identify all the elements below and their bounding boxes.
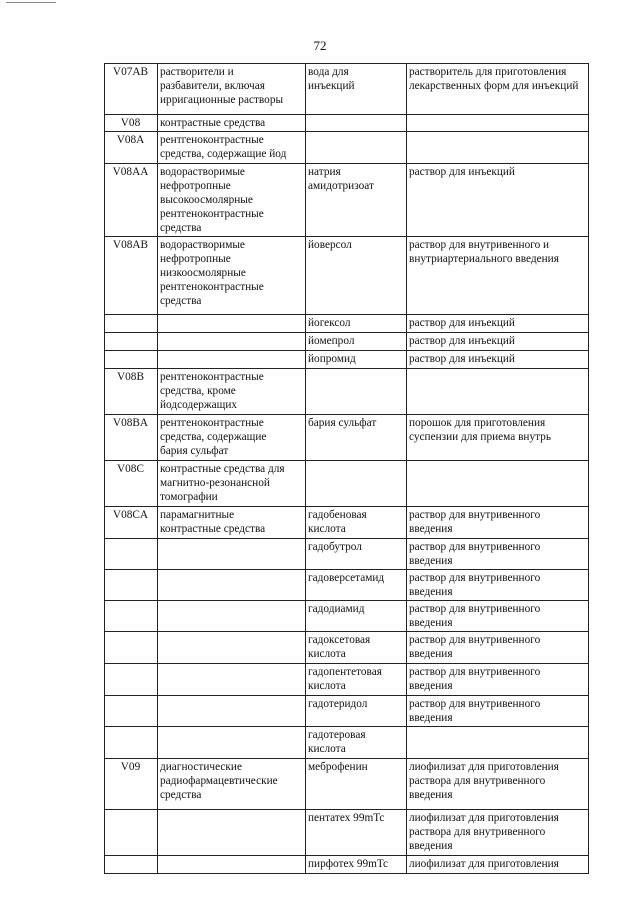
table-row bbox=[105, 369, 589, 415]
dosage-form-cell: растворитель для приготовления лекарственных форм для инъекций bbox=[407, 64, 589, 115]
substance-cell: йопромид bbox=[306, 351, 407, 369]
page-number: 72 bbox=[313, 38, 327, 53]
group-cell: рентгеноконтрастные средства, содержащие бария сульфат bbox=[158, 415, 306, 461]
substance-cell: гадобеновая кислота bbox=[306, 507, 407, 539]
substance-cell: гадоверсетамид bbox=[306, 570, 407, 601]
code-cell bbox=[105, 727, 158, 759]
table-row bbox=[105, 64, 589, 115]
table-row bbox=[105, 664, 589, 696]
group-cell: диагностические радиофармацевтические средства bbox=[158, 759, 306, 810]
code-cell bbox=[105, 810, 158, 856]
table-row bbox=[105, 810, 589, 856]
group-cell bbox=[158, 696, 306, 727]
group-cell bbox=[158, 601, 306, 632]
group-cell: контрастные средства bbox=[158, 115, 306, 132]
substance-cell: йоверсол bbox=[306, 237, 407, 315]
dosage-form-cell bbox=[407, 115, 589, 132]
substance-cell: вода для инъекций bbox=[306, 64, 407, 115]
code-cell bbox=[105, 632, 158, 664]
dosage-form-cell: раствор для инъекций bbox=[407, 164, 589, 237]
substance-cell bbox=[306, 369, 407, 415]
group-cell bbox=[158, 539, 306, 570]
code-cell: V08 bbox=[105, 115, 158, 132]
dosage-form-cell: раствор для внутривенного введения bbox=[407, 696, 589, 727]
code-cell bbox=[105, 570, 158, 601]
table-row bbox=[105, 632, 589, 664]
substance-cell: гадотеровая кислота bbox=[306, 727, 407, 759]
dosage-form-cell: раствор для инъекций bbox=[407, 333, 589, 351]
table-row bbox=[105, 539, 589, 570]
substance-cell: бария сульфат bbox=[306, 415, 407, 461]
table-row bbox=[105, 507, 589, 539]
group-cell bbox=[158, 727, 306, 759]
code-cell bbox=[105, 696, 158, 727]
group-cell: парамагнитные контрастные средства bbox=[158, 507, 306, 539]
code-cell: V09 bbox=[105, 759, 158, 810]
code-cell: V08CA bbox=[105, 507, 158, 539]
table-row bbox=[105, 315, 589, 333]
table-body bbox=[105, 64, 589, 874]
dosage-form-cell: лиофилизат для приготовления раствора для внутривенного введения bbox=[407, 759, 589, 810]
table-row bbox=[105, 856, 589, 874]
table-row bbox=[105, 351, 589, 369]
group-cell: контрастные средства для магнитно-резонансной томографии bbox=[158, 461, 306, 507]
substance-cell bbox=[306, 132, 407, 164]
dosage-form-cell: лиофилизат для приготовления bbox=[407, 856, 589, 874]
code-cell bbox=[105, 333, 158, 351]
code-cell bbox=[105, 539, 158, 570]
dosage-form-cell bbox=[407, 727, 589, 759]
table-row bbox=[105, 570, 589, 601]
code-cell bbox=[105, 601, 158, 632]
table-row bbox=[105, 461, 589, 507]
code-cell: V08B bbox=[105, 369, 158, 415]
substance-cell: гадопентетовая кислота bbox=[306, 664, 407, 696]
substance-cell: пентатех 99mTc bbox=[306, 810, 407, 856]
group-cell: рентгеноконтрастные средства, содержащие йод bbox=[158, 132, 306, 164]
code-cell bbox=[105, 664, 158, 696]
substance-cell: натрия амидотризоат bbox=[306, 164, 407, 237]
table-row bbox=[105, 601, 589, 632]
table-row bbox=[105, 727, 589, 759]
dosage-form-cell: порошок для приготовления суспензии для приема внутрь bbox=[407, 415, 589, 461]
group-cell bbox=[158, 856, 306, 874]
substance-cell: йогексол bbox=[306, 315, 407, 333]
code-cell: V08C bbox=[105, 461, 158, 507]
group-cell bbox=[158, 570, 306, 601]
substance-cell: меброфенин bbox=[306, 759, 407, 810]
dosage-form-cell bbox=[407, 369, 589, 415]
drug-classification-table bbox=[104, 63, 589, 874]
dosage-form-cell bbox=[407, 132, 589, 164]
table-row bbox=[105, 164, 589, 237]
group-cell bbox=[158, 664, 306, 696]
table-row bbox=[105, 333, 589, 351]
dosage-form-cell: раствор для внутривенного введения bbox=[407, 507, 589, 539]
group-cell bbox=[158, 810, 306, 856]
table-row bbox=[105, 415, 589, 461]
substance-cell: гадодиамид bbox=[306, 601, 407, 632]
group-cell: водорастворимые нефротропные высокоосмолярные рентгеноконтрастные средства bbox=[158, 164, 306, 237]
code-cell: V08AB bbox=[105, 237, 158, 315]
group-cell bbox=[158, 333, 306, 351]
group-cell bbox=[158, 632, 306, 664]
table-row bbox=[105, 759, 589, 810]
table-row bbox=[105, 696, 589, 727]
substance-cell: гадотеридол bbox=[306, 696, 407, 727]
dosage-form-cell bbox=[407, 461, 589, 507]
substance-cell bbox=[306, 461, 407, 507]
substance-cell: пирфотех 99mTc bbox=[306, 856, 407, 874]
group-cell bbox=[158, 351, 306, 369]
table-row bbox=[105, 115, 589, 132]
group-cell: водорастворимые нефротропные низкоосмолярные рентгеноконтрастные средства bbox=[158, 237, 306, 315]
code-cell bbox=[105, 315, 158, 333]
dosage-form-cell: раствор для внутривенного введения bbox=[407, 632, 589, 664]
group-cell: рентгеноконтрастные средства, кроме йодсодержащих bbox=[158, 369, 306, 415]
dosage-form-cell: раствор для инъекций bbox=[407, 351, 589, 369]
dosage-form-cell: раствор для внутривенного и внутриартериального введения bbox=[407, 237, 589, 315]
code-cell: V08BA bbox=[105, 415, 158, 461]
code-cell: V08A bbox=[105, 132, 158, 164]
code-cell bbox=[105, 351, 158, 369]
dosage-form-cell: раствор для внутривенного введения bbox=[407, 664, 589, 696]
dosage-form-cell: раствор для внутривенного введения bbox=[407, 570, 589, 601]
code-cell: V07AB bbox=[105, 64, 158, 115]
dosage-form-cell: раствор для внутривенного введения bbox=[407, 601, 589, 632]
dosage-form-cell: лиофилизат для приготовления раствора для внутривенного введения bbox=[407, 810, 589, 856]
group-cell bbox=[158, 315, 306, 333]
dosage-form-cell: раствор для внутривенного введения bbox=[407, 539, 589, 570]
substance-cell: гадобутрол bbox=[306, 539, 407, 570]
code-cell bbox=[105, 856, 158, 874]
code-cell: V08AA bbox=[105, 164, 158, 237]
group-cell: растворители и разбавители, включая ирригационные растворы bbox=[158, 64, 306, 115]
substance-cell: гадоксетовая кислота bbox=[306, 632, 407, 664]
substance-cell bbox=[306, 115, 407, 132]
table-row bbox=[105, 132, 589, 164]
dosage-form-cell: раствор для инъекций bbox=[407, 315, 589, 333]
table-row bbox=[105, 237, 589, 315]
substance-cell: йомепрол bbox=[306, 333, 407, 351]
header-mark-line bbox=[6, 2, 56, 3]
